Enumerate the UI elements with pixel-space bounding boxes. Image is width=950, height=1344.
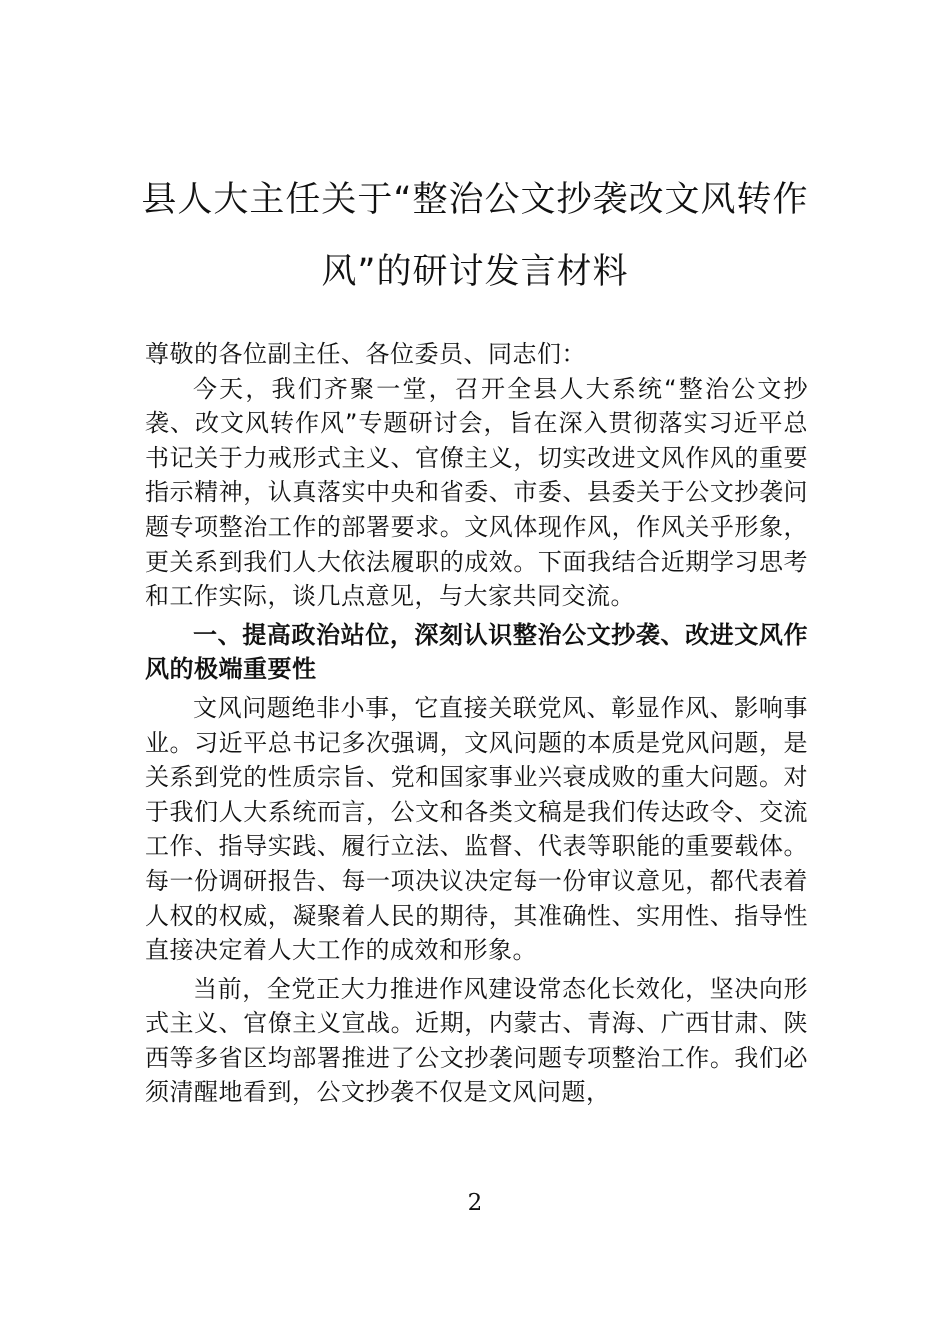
document-body [145,337,808,1110]
paragraph-current: 当前，全党正大力推进作风建设常态化长效化，坚决向形式主义、官僚主义宣战。近期，内蒙古、青海、广西甘肃、陕西等多省区均部署推进了公文抄袭问题专项整治工作。我们必须清醒地看到，公文抄袭不仅是文风问题， [145,974,808,1107]
title-line-1: 县人大主任关于“整治公文抄袭改文风转作 [141,180,809,220]
paragraph-wenfeng: 文风问题绝非小事，它直接关联党风、彰显作风、影响事业。习近平总书记多次强调，文风问题的本质是党风问题，是关系到党的性质宗旨、党和国家事业兴衰成败的重大问题。对于我们人大系统而言，公文和各类文稿是我们传达政令、交流工作、指导实践、履行立法、监督、代表等职能的重要载体。每一份调研报告、每一项决议决定每一份审议意见，都代表着人权的权威，凝聚着人民的期待，其准确性、实用性、指导性直接决定着人大工作的成效和形象。 [145,693,808,965]
document-title [140,164,810,308]
page-number: 2 [467,1190,483,1216]
salutation: 尊敬的各位副主任、各位委员、同志们： [145,340,586,368]
paragraph-intro: 今天，我们齐聚一堂，召开全县人大系统“整治公文抄袭、改文风转作风”专题研讨会，旨在深入贯彻落实习近平总书记关于力戒形式主义、官僚主义，切实改进文风作风的重要指示精神，认真落实中央和省委、市委、县委关于公文抄袭问题专项整治工作的部署要求。文风体现作风，作风关乎形象，更关系到我们人大依法履职的成效。下面我结合近期学习思考和工作实际，谈几点意见，与大家共同交流。 [145,374,808,611]
section-heading-1: 一、提高政治站位，深刻认识整治公文抄袭、改进文风作风的极端重要性 [145,620,808,684]
title-line-2: 风”的研讨发言材料 [321,252,629,292]
